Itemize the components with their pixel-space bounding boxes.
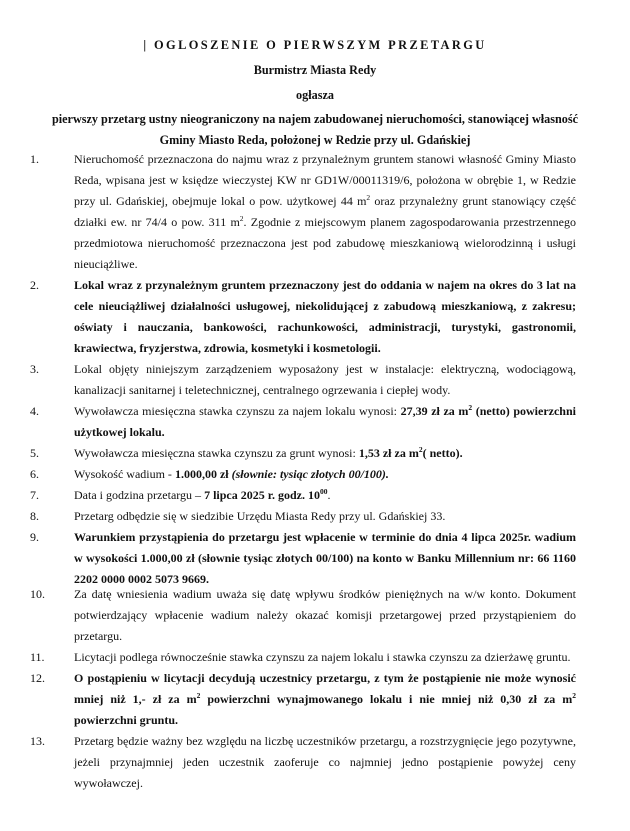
lead-line-2: Gminy Miasto Reda, położonej w Redzie przy ul. Gdańskiej	[159, 133, 471, 147]
list-item-10	[30, 584, 576, 647]
item-number: 4.	[30, 404, 39, 418]
list-item-2	[30, 275, 576, 359]
item-text: Warunkiem przystąpienia do przetargu jest wpłacenie w terminie do dnia 4 lipca 2025r. wadium w wysokości 1.000,00 zł (słownie tysiąc złotych 00/100) na konto w Banku Millennium nr: 66 1160 2202 0000 0002 5073 9669.	[74, 530, 576, 586]
list-item-11	[30, 647, 576, 668]
issuer-heading: Burmistrz Miasta Redy	[253, 63, 377, 77]
list-item-8	[30, 506, 576, 527]
item-number: 9.	[30, 530, 39, 544]
item-number: 8.	[30, 509, 39, 523]
item-text: O postąpieniu w licytacji decydują uczestnicy przetargu, z tym że postąpienie nie może wynosić mniej niż 1,- zł za $m^2$ powierzchni wynajmowanego lokalu i nie mniej niż 0,30 zł za $m^2$ powierzchni gruntu.	[74, 671, 577, 727]
list-item-6	[30, 464, 576, 485]
item-text: Data i godzina przetargu – 7 lipca 2025 r. godz. $10^{00}$.	[74, 487, 331, 502]
list-item-4	[30, 401, 576, 443]
item-text: Lokal objęty niniejszym zarządzeniem wyposażony jest w instalacje: elektryczną, wodociągową, kanalizacji sanitarnej i teletechnicznej, centralnego ogrzewania i ciepłej wody.	[74, 362, 576, 397]
item-text: Nieruchomość przeznaczona do najmu wraz z przynależnym gruntem stanowi własność Gminy Miasto Reda, wpisana jest w księdze wieczystej KW nr GD1W/00011319/6, położona w obrębie 1, w Redzie przy ul. Gdańskiej, obejmuje lokal o pow. użytkowej 44 $m^2$ oraz przynależny grunt stanowiący część działki ew. nr 74/4 o pow. 311 $m^2$. Zgodnie z miejscowym planem zagospodarowania przestrzennego przedmiotowa nieruchomość przeznaczona jest pod zabudowę mieszkaniową wielorodzinną i usługi nieuciążliwe.	[74, 152, 576, 271]
item-number: 12.	[30, 671, 45, 685]
list-item-12	[30, 668, 576, 731]
item-text: Licytacji podlega równocześnie stawka czynszu za najem lokalu i stawka czynszu za dzierżawę gruntu.	[74, 650, 571, 664]
item-number: 11.	[30, 650, 45, 664]
list-item-1	[30, 149, 576, 275]
document-title: | OGLOSZENIE O PIERWSZYM PRZETARGU	[143, 38, 487, 52]
lead-paragraph	[22, 109, 608, 151]
item-number: 6.	[30, 467, 39, 481]
item-number: 1.	[30, 152, 39, 166]
item-text: Przetarg będzie ważny bez względu na liczbę uczestników przetargu, a rozstrzygnięcie jego pozytywne, jeżeli przynajmniej jeden uczestnik zaoferuje co najmniej jedno postąpienie powyżej ceny wywoławczej.	[74, 734, 576, 790]
list-item-5	[30, 443, 576, 464]
item-text: Wysokość wadium - 1.000,00 zł (słownie: tysiąc złotych 00/100).	[74, 467, 389, 481]
list-item-7	[30, 485, 576, 506]
item-text: Przetarg odbędzie się w siedzibie Urzędu Miasta Redy przy ul. Gdańskiej 33.	[74, 509, 446, 523]
item-number: 3.	[30, 362, 39, 376]
item-number: 10.	[30, 587, 45, 601]
item-number: 5.	[30, 446, 39, 460]
item-text: Za datę wniesienia wadium uważa się datę wpływu środków pieniężnych na w/w konto. Dokument potwierdzający wpłacenie wadium należy okazać komisji przetargowej przed przystąpieniem do przetargu.	[74, 587, 576, 643]
list-item-9	[30, 527, 576, 590]
item-number: 7.	[30, 488, 39, 502]
list-item-3	[30, 359, 576, 401]
item-text: Wywoławcza miesięczna stawka czynszu za grunt wynosi: 1,53 zł za $m^2$( netto).	[74, 445, 463, 460]
item-text: Wywoławcza miesięczna stawka czynszu za najem lokalu wynosi: 27,39 zł za $m^2$ (netto) powierzchni użytkowej lokalu.	[74, 403, 576, 439]
list-item-13	[30, 731, 576, 794]
announces-heading: ogłasza	[296, 88, 334, 102]
lead-line-1: pierwszy przetarg ustny nieograniczony na najem zabudowanej nieruchomości, stanowiącej własność	[51, 112, 579, 126]
item-number: 13.	[30, 734, 45, 748]
item-number: 2.	[30, 278, 39, 292]
item-text: Lokal wraz z przynależnym gruntem przeznaczony jest do oddania w najem na okres do 3 lat na cele nieuciążliwej działalności usługowej, niekolidującej z zabudową mieszkaniową, z zakresu; oświaty i nauczania, bankowości, rachunkowości, administracji, turystyki, gastronomii, krawiectwa, fryzjerstwa, zdrowia, kosmetyki i kosmetologii.	[74, 278, 576, 355]
